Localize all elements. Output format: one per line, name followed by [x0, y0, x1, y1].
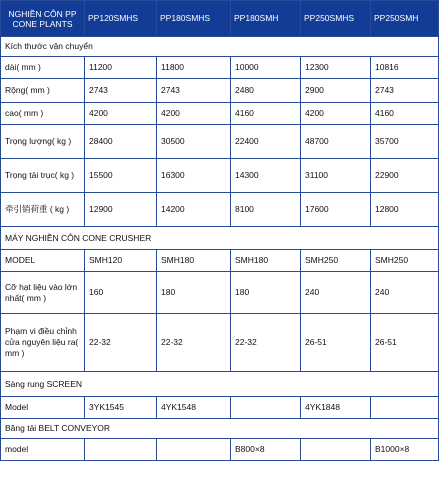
table-cell: 240: [371, 272, 439, 314]
table-cell: 12900: [85, 193, 157, 227]
table-row-weight: [1, 125, 439, 159]
table-cell: 48700: [301, 125, 371, 159]
row-label-tow-load: 牵引销荷重 ( kg ): [1, 193, 85, 227]
table-cell: 180: [157, 272, 231, 314]
table-cell: 31100: [301, 159, 371, 193]
table-row-css-range: [1, 314, 439, 372]
section-title-screen: Sàng rung SCREEN: [1, 372, 439, 397]
row-label-conveyor-model: model: [1, 439, 85, 461]
section-row-conveyor: [1, 419, 439, 439]
table-cell: 2900: [301, 79, 371, 103]
table-cell: 10000: [231, 57, 301, 79]
table-cell: 28400: [85, 125, 157, 159]
row-label-height: cao( mm ): [1, 103, 85, 125]
section-title-crusher: MÁY NGHIỀN CÔN CONE CRUSHER: [1, 227, 439, 250]
table-cell: 35700: [371, 125, 439, 159]
table-cell: 22-32: [231, 314, 301, 372]
row-label-model: MODEL: [1, 250, 85, 272]
row-label-css-range: Phạm vi điều chỉnh cửa nguyên liệu ra( mm ): [1, 314, 85, 372]
table-cell: 240: [301, 272, 371, 314]
table-cell: [301, 439, 371, 461]
section-row-crusher: [1, 227, 439, 250]
table-row-width: [1, 79, 439, 103]
table-cell: 4YK1548: [157, 397, 231, 419]
table-cell: 4200: [301, 103, 371, 125]
table-cell: 22-32: [157, 314, 231, 372]
table-cell: 17600: [301, 193, 371, 227]
table-cell: 4160: [231, 103, 301, 125]
table-cell: SMH180: [231, 250, 301, 272]
table-cell: [231, 397, 301, 419]
table-cell: 30500: [157, 125, 231, 159]
table-cell: 2743: [157, 79, 231, 103]
header-model-pp180smh: PP180SMH: [231, 1, 301, 37]
table-cell: 180: [231, 272, 301, 314]
table-row-height: [1, 103, 439, 125]
table-cell: 22400: [231, 125, 301, 159]
table-cell: 4160: [371, 103, 439, 125]
table-cell: [157, 439, 231, 461]
table-cell: 4200: [157, 103, 231, 125]
header-model-pp120smhs: PP120SMHS: [85, 1, 157, 37]
table-cell: 16300: [157, 159, 231, 193]
row-label-width: Rộng( mm ): [1, 79, 85, 103]
table-cell: 22900: [371, 159, 439, 193]
table-cell: B800×8: [231, 439, 301, 461]
row-label-screen-model: Model: [1, 397, 85, 419]
table-cell: SMH250: [301, 250, 371, 272]
table-row-tow-load: [1, 193, 439, 227]
section-row-screen: [1, 372, 439, 397]
table-cell: 26-51: [371, 314, 439, 372]
table-row-length: [1, 57, 439, 79]
table-cell: 4200: [85, 103, 157, 125]
table-cell: 2480: [231, 79, 301, 103]
table-row-screen-model: [1, 397, 439, 419]
table-cell: 12300: [301, 57, 371, 79]
section-title-dimensions: Kích thước vận chuyển: [1, 37, 439, 57]
table-row-axle-load: [1, 159, 439, 193]
table-cell: 12800: [371, 193, 439, 227]
table-cell: [371, 397, 439, 419]
table-row-conveyor-model: [1, 439, 439, 461]
header-model-pp180smhs: PP180SMHS: [157, 1, 231, 37]
table-cell: 11800: [157, 57, 231, 79]
table-cell: 10816: [371, 57, 439, 79]
table-row-feed-size: [1, 272, 439, 314]
table-cell: 11200: [85, 57, 157, 79]
table-cell: 14300: [231, 159, 301, 193]
header-corner-label: NGHIỀN CÔN PP CONE PLANTS: [1, 1, 85, 37]
header-row: [1, 1, 439, 37]
header-model-pp250smhs: PP250SMHS: [301, 1, 371, 37]
row-label-axle-load: Trọng tải trục( kg ): [1, 159, 85, 193]
table-cell: SMH120: [85, 250, 157, 272]
table-cell: 2743: [371, 79, 439, 103]
header-model-pp250smh: PP250SMH: [371, 1, 439, 37]
table-cell: [85, 439, 157, 461]
row-label-feed-size: Cỡ hạt liệu vào lớn nhất( mm ): [1, 272, 85, 314]
table-cell: 160: [85, 272, 157, 314]
table-cell: B1000×8: [371, 439, 439, 461]
table-cell: 8100: [231, 193, 301, 227]
section-row-dimensions: [1, 37, 439, 57]
table-cell: SMH180: [157, 250, 231, 272]
section-title-conveyor: Băng tải BELT CONVEYOR: [1, 419, 439, 439]
table-cell: 14200: [157, 193, 231, 227]
table-cell: 3YK1545: [85, 397, 157, 419]
row-label-length: dài( mm ): [1, 57, 85, 79]
table-row-model: [1, 250, 439, 272]
table-cell: SMH250: [371, 250, 439, 272]
table-cell: 22-32: [85, 314, 157, 372]
table-cell: 15500: [85, 159, 157, 193]
table-cell: 26-51: [301, 314, 371, 372]
table-cell: 2743: [85, 79, 157, 103]
table-cell: 4YK1848: [301, 397, 371, 419]
row-label-weight: Trọng lượng( kg ): [1, 125, 85, 159]
